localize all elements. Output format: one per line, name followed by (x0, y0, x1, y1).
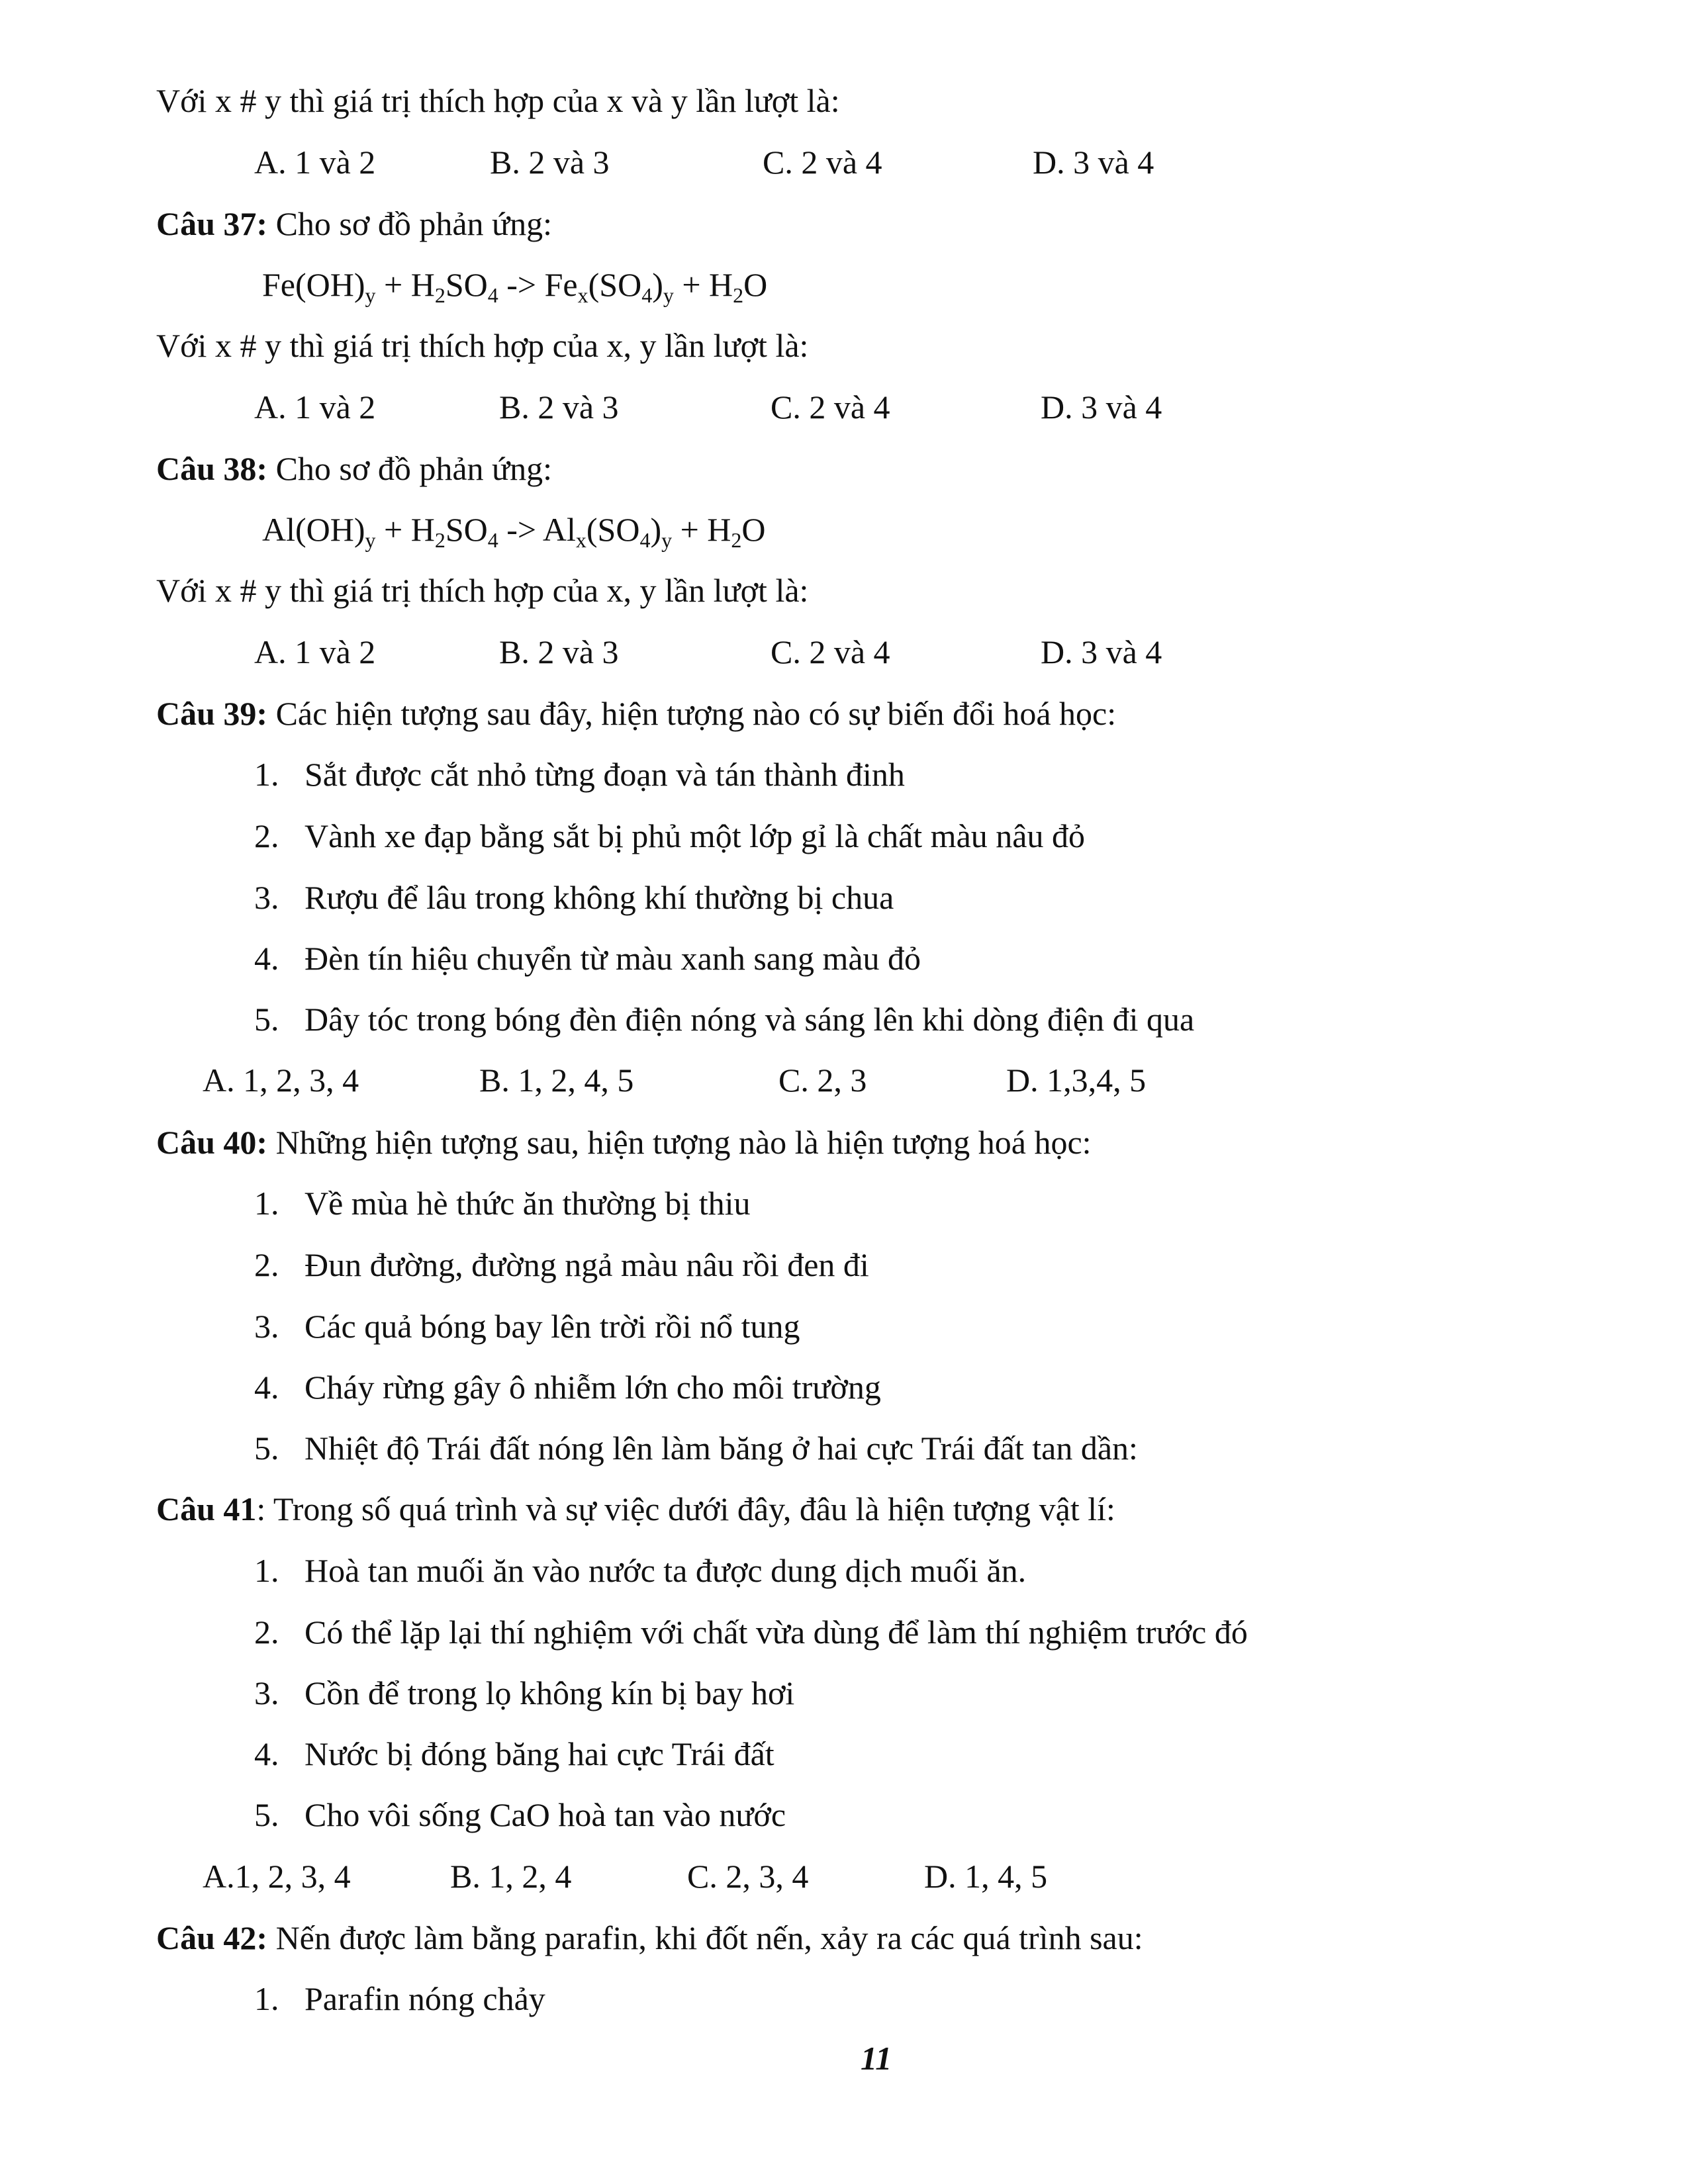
q39-option-a: A. 1, 2, 3, 4 (203, 1062, 359, 1099)
q41-item-5: 5. Cho vôi sống CaO hoà tan vào nước (254, 1796, 786, 1833)
q38-option-d: D. 3 và 4 (1041, 633, 1162, 670)
q36-question-tail: Với x # y thì giá trị thích hợp của x và y lần lượt là: (156, 82, 840, 119)
q38-option-b: B. 2 và 3 (499, 633, 619, 670)
q38-text: Cho sơ đồ phản ứng: (267, 450, 553, 487)
q38-option-a: A. 1 và 2 (254, 633, 376, 670)
q39-item-3: 3. Rượu để lâu trong không khí thường bị chua (254, 879, 894, 916)
q37-label: Câu 37: (156, 205, 268, 242)
q37-equation: $Fe(OH)_y + H_2SO_4 -> Fe_x(SO_4)_y + H_2O$ (262, 266, 768, 307)
q41-label: Câu 41 (156, 1490, 257, 1527)
q42-label: Câu 42: (156, 1919, 268, 1956)
q39-item-2: 2. Vành xe đạp bằng sắt bị phủ một lớp gỉ là chất màu nâu đỏ (254, 817, 1085, 854)
q37-option-d: D. 3 và 4 (1041, 388, 1162, 426)
q41-item-3: 3. Cồn để trong lọ không kín bị bay hơi (254, 1674, 795, 1711)
q37-option-b: B. 2 và 3 (499, 388, 619, 426)
q38-ask: Với x # y thì giá trị thích hợp của x, y lần lượt là: (156, 572, 809, 609)
q40-item-1: 1. Về mùa hè thức ăn thường bị thiu (254, 1185, 751, 1222)
q41-option-a: A.1, 2, 3, 4 (203, 1858, 351, 1895)
q42-heading (156, 1918, 1143, 1958)
q40-text: Những hiện tượng sau, hiện tượng nào là hiện tượng hoá học: (267, 1124, 1092, 1161)
q37-text: Cho sơ đồ phản ứng: (267, 205, 553, 242)
q36-option-a: A. 1 và 2 (254, 144, 376, 181)
q39-text: Các hiện tượng sau đây, hiện tượng nào có sự biến đổi hoá học: (267, 695, 1117, 732)
q40-item-2: 2. Đun đường, đường ngả màu nâu rồi đen đi (254, 1246, 869, 1283)
q39-item-5: 5. Dây tóc trong bóng đèn điện nóng và sáng lên khi dòng điện đi qua (254, 1001, 1195, 1038)
page-number: 11 (861, 2040, 892, 2077)
q36-option-d: D. 3 và 4 (1033, 144, 1154, 181)
q38-label: Câu 38: (156, 450, 268, 487)
q42-text: Nến được làm bằng parafin, khi đốt nến, xảy ra các quá trình sau: (267, 1919, 1143, 1956)
q41-item-4: 4. Nước bị đóng băng hai cực Trái đất (254, 1735, 774, 1772)
q37-heading (156, 204, 552, 244)
q36-option-b: B. 2 và 3 (490, 144, 610, 181)
q37-option-c: C. 2 và 4 (771, 388, 890, 426)
q42-item-1: 1. Parafin nóng chảy (254, 1980, 545, 2017)
q40-item-3: 3. Các quả bóng bay lên trời rồi nổ tung (254, 1308, 800, 1345)
q41-text: : Trong số quá trình và sự việc dưới đây, đâu là hiện tượng vật lí: (256, 1490, 1115, 1527)
q38-heading (156, 449, 552, 488)
q41-option-b: B. 1, 2, 4 (450, 1858, 572, 1895)
q40-item-4: 4. Cháy rừng gây ô nhiễm lớn cho môi trường (254, 1369, 881, 1406)
q37-ask: Với x # y thì giá trị thích hợp của x, y lần lượt là: (156, 327, 809, 364)
q39-option-d: D. 1,3,4, 5 (1006, 1062, 1147, 1099)
q40-heading (156, 1122, 1092, 1162)
q39-option-c: C. 2, 3 (778, 1062, 867, 1099)
q39-label: Câu 39: (156, 695, 268, 732)
q41-item-1: 1. Hoà tan muối ăn vào nước ta được dung dịch muối ăn. (254, 1552, 1027, 1589)
q37-option-a: A. 1 và 2 (254, 388, 376, 426)
q41-option-d: D. 1, 4, 5 (924, 1858, 1048, 1895)
q38-equation: $Al(OH)_y + H_2SO_4 -> Al_x(SO_4)_y + H_2O$ (262, 511, 766, 552)
q41-option-c: C. 2, 3, 4 (687, 1858, 809, 1895)
q39-item-1: 1. Sắt được cắt nhỏ từng đoạn và tán thành đinh (254, 756, 905, 793)
q39-heading (156, 694, 1116, 733)
q41-item-2: 2. Có thể lặp lại thí nghiệm với chất vừa dùng để làm thí nghiệm trước đó (254, 1614, 1248, 1651)
q36-option-c: C. 2 và 4 (763, 144, 882, 181)
q41-heading (156, 1489, 1115, 1529)
q39-item-4: 4. Đèn tín hiệu chuyển từ màu xanh sang màu đỏ (254, 940, 921, 977)
q40-item-5: 5. Nhiệt độ Trái đất nóng lên làm băng ở hai cực Trái đất tan dần: (254, 1430, 1138, 1467)
q39-option-b: B. 1, 2, 4, 5 (479, 1062, 634, 1099)
q38-option-c: C. 2 và 4 (771, 633, 890, 670)
q40-label: Câu 40: (156, 1124, 268, 1161)
